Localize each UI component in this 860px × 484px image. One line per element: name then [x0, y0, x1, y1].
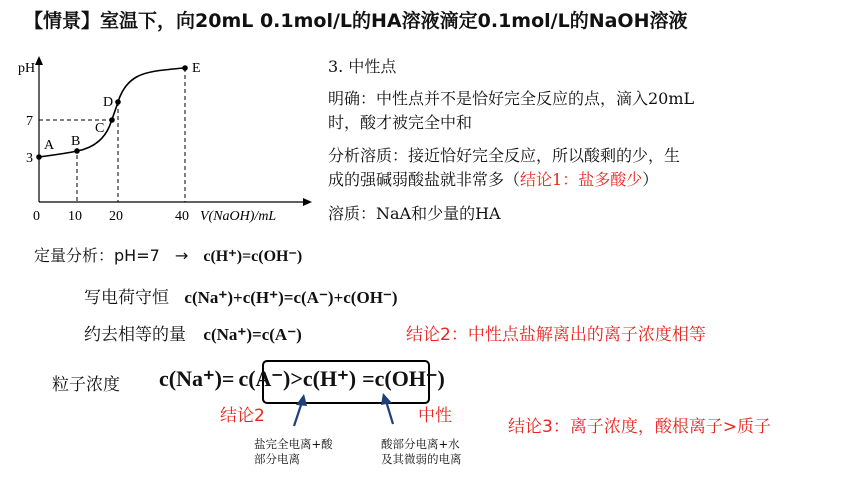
explain-left-line-1: 盐完全电离+酸 — [254, 437, 333, 451]
explain-line-1: 明确：中性点并不是恰好完全反应的点，滴入20mL — [328, 89, 695, 108]
point-label-c: C — [95, 121, 105, 136]
x-tick-20: 20 — [109, 209, 123, 224]
particle-eq-right: =c(OH⁻) — [362, 366, 445, 391]
point-b — [74, 148, 80, 154]
cancel-label: 约去相等的量 — [84, 325, 186, 345]
cancel-equal — [84, 320, 302, 345]
conclusion-3: 结论3：离子浓度，酸根离子>质子 — [508, 417, 772, 437]
arrow-right-shaft — [386, 401, 393, 424]
conclusion-2-tag: 结论2 — [220, 406, 265, 426]
point-label-d: D — [103, 95, 114, 110]
quant-equation: c(H⁺)=c(OH⁻) — [203, 248, 303, 265]
x-tick-10: 10 — [68, 209, 82, 224]
charge-equation: c(Na⁺)+c(H⁺)=c(A⁻)+c(OH⁻) — [184, 288, 398, 307]
conclusion-2: 结论2：中性点盐解离出的离子浓度相等 — [406, 325, 706, 345]
point-label-b: B — [71, 134, 81, 149]
explain-right-line-1: 酸部分电离+水 — [381, 437, 460, 451]
page-title: 【情景】室温下，向20mL 0.1mol/L的HA溶液滴定0.1mol/L的NaOH溶液 — [24, 10, 688, 32]
particle-label: 粒子浓度 — [52, 375, 120, 395]
explain-line-4 — [328, 167, 658, 190]
charge-label: 写电荷守恒 — [84, 288, 169, 308]
y-axis-arrow — [35, 56, 43, 65]
point-c — [109, 117, 115, 123]
point-label-a: A — [44, 138, 55, 153]
arrow-right-head — [381, 393, 392, 405]
section-heading: 3. 中性点 — [328, 57, 397, 76]
x-tick-0: 0 — [33, 209, 40, 224]
particle-eq-left: c(Na⁺)= — [159, 366, 235, 391]
explain-line-2: 时，酸才被完全中和 — [328, 113, 473, 132]
quant-analysis — [34, 243, 302, 266]
x-tick-40: 40 — [175, 209, 189, 224]
titration-curve-graph — [14, 56, 314, 224]
particle-eq-box: c(A⁻)>c(H⁺) — [238, 366, 357, 391]
explain-box-left — [254, 437, 333, 467]
arrow-left-shaft — [294, 402, 302, 426]
explain-right-line-2: 及其微弱的电离 — [381, 452, 462, 466]
point-e — [182, 65, 188, 71]
explain-line-3: 分析溶质：接近恰好完全反应，所以酸剩的少，生 — [328, 146, 681, 165]
y-axis-label: pH — [18, 61, 36, 76]
x-axis-arrow — [303, 198, 312, 206]
point-label-e: E — [192, 61, 201, 76]
quant-arrow: → — [174, 246, 189, 265]
point-a — [36, 154, 42, 160]
y-tick-3: 3 — [26, 151, 33, 166]
solute-line: 溶质：NaA和少量的HA — [328, 204, 501, 223]
arrow-left-head — [296, 394, 307, 406]
explain-box-right — [381, 437, 462, 467]
explain-line-4-close: ） — [642, 170, 659, 189]
neutral-tag: 中性 — [418, 406, 452, 426]
explain-left-line-2: 部分电离 — [254, 452, 300, 466]
conclusion-1: 结论1：盐多酸少 — [520, 170, 643, 189]
y-tick-7: 7 — [26, 114, 33, 129]
titration-curve — [39, 68, 185, 157]
x-axis-label: V(NaOH)/mL — [200, 209, 277, 224]
cancel-equation: c(Na⁺)=c(A⁻) — [203, 325, 302, 344]
charge-conservation — [84, 283, 398, 308]
annotation-arrows — [280, 392, 410, 432]
particle-equation — [159, 366, 445, 392]
quant-label: 定量分析：pH=7 — [34, 246, 160, 265]
explain-line-4-text: 成的强碱弱酸盐就非常多（ — [328, 170, 521, 189]
point-d — [115, 99, 121, 105]
